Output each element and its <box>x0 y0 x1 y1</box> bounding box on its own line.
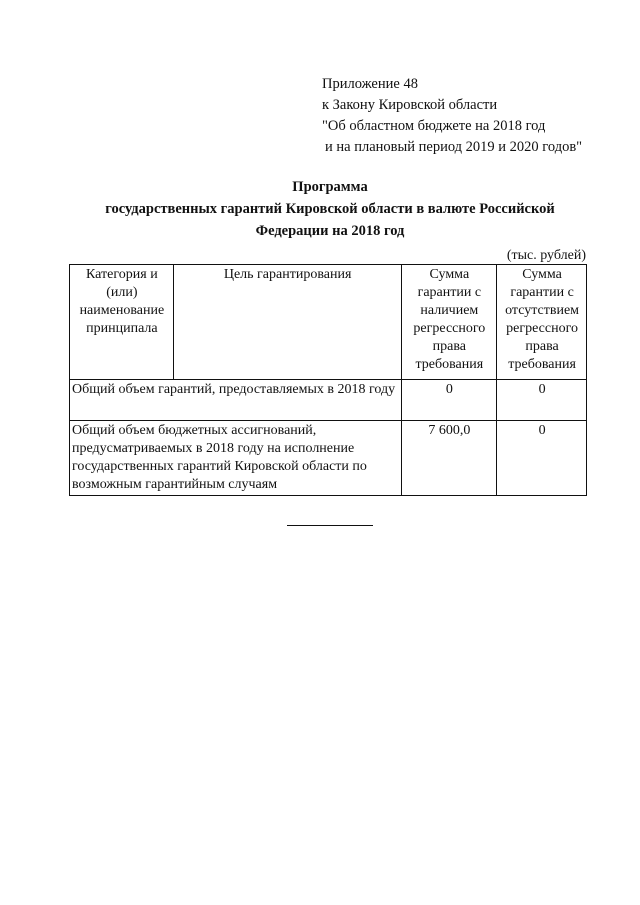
guarantees-table <box>69 264 587 496</box>
appendix-law-period: и на плановый период 2019 и 2020 годов" <box>325 139 583 155</box>
units-label: (тыс. рублей) <box>506 248 586 263</box>
header-without-regress: Сумма гарантии с отсутствием регрессного права требования <box>497 265 587 380</box>
table-header-row <box>70 265 587 380</box>
header-with-regress: Сумма гарантии с наличием регрессного права требования <box>401 265 497 380</box>
title-line-program: Программа <box>292 179 368 195</box>
row-with-regress-value: 0 <box>401 380 497 421</box>
appendix-law-title: "Об областном бюджете на 2018 год <box>322 118 546 134</box>
title-line-guarantees: государственных гарантий Кировской области в валюте Российской <box>105 201 555 217</box>
header-principal: Категория и (или) наименование принципала <box>70 265 174 380</box>
table-row <box>70 421 587 496</box>
appendix-header <box>322 74 582 158</box>
row-with-regress-value: 7 600,0 <box>401 421 497 496</box>
row-description: Общий объем бюджетных ассигнований, предусматриваемых в 2018 году на исполнение государственных гарантий Кировской области по возможным гарантийным случаям <box>70 421 402 496</box>
appendix-law-reference: к Закону Кировской области <box>322 97 498 113</box>
closing-divider <box>287 525 373 526</box>
table-row <box>70 380 587 421</box>
appendix-number: Приложение 48 <box>322 76 418 92</box>
title-line-federation: Федерации на 2018 год <box>255 223 405 239</box>
document-title <box>60 176 600 242</box>
row-without-regress-value: 0 <box>497 421 587 496</box>
row-description: Общий объем гарантий, предоставляемых в 2018 году <box>70 380 402 421</box>
header-purpose: Цель гарантирования <box>173 265 401 380</box>
row-without-regress-value: 0 <box>497 380 587 421</box>
